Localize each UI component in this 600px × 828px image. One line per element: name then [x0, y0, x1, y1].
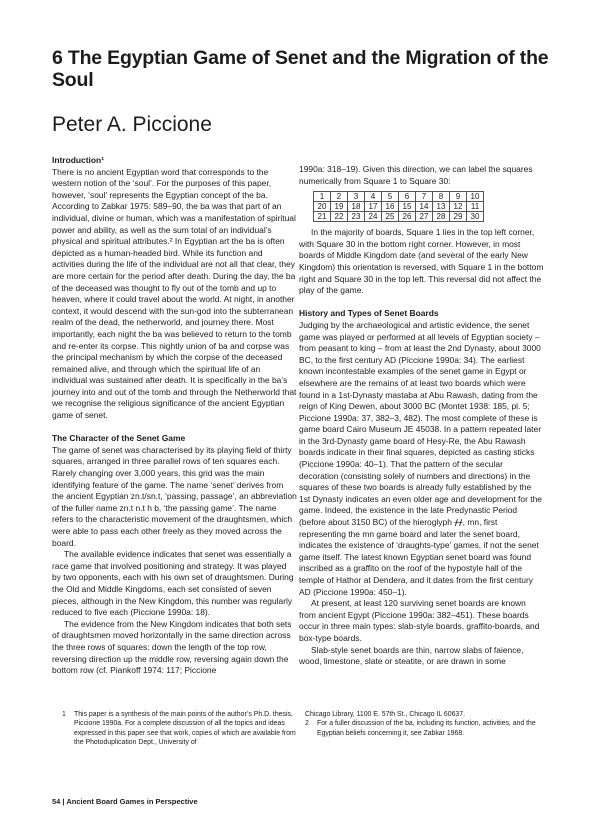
- right-column: [299, 164, 544, 668]
- senet-square: 22: [331, 212, 348, 222]
- footnote-number: 1: [62, 711, 66, 718]
- footnote-continuation: Chicago Library, 1100 E. 57th St., Chicago IL 60637.: [305, 711, 465, 718]
- section-heading-history: History and Types of Senet Boards: [299, 308, 439, 319]
- senet-square: 18: [348, 202, 365, 212]
- history-paragraph-2: At present, at least 120 surviving senet boards are known from ancient Egypt (Piccione 1990a: 382–451). These boards occur in three main types: slab-style boards, graffito-boards, and box-type boards.: [299, 598, 540, 643]
- paragraph-spacer: [52, 422, 297, 434]
- senet-square: 24: [365, 212, 382, 222]
- senet-square: 29: [450, 212, 467, 222]
- senet-row: [314, 212, 484, 222]
- section-heading: Introduction¹: [52, 155, 105, 165]
- senet-square-table: [313, 191, 484, 222]
- footnote-text: For a fuller discussion of the ba, including its function, activities, and the Egyptian beliefs concerning it, see Zabkar 1968.: [317, 720, 536, 737]
- senet-square: 15: [399, 202, 416, 212]
- body-paragraph: There is no ancient Egyptian word that corresponds to the western notion of the ‘soul’. For the purposes of this paper, however, ‘soul’ represents the Egyptian concept of the ba. According to Zabkar 1975: 589–90, the ba was that part of an individual, divine or human, which was a manifestation of spiritual power and ability, as well as the sum total of an individual’s physical and spiritual attributes.² In Egyptian art the ba is often depicted as a human-headed bird. While its function and activities during the life of the individual are not all that clear, they are more certain for the period after death. During the day, the ba of the deceased was thought to fly out of the tomb and up to heaven, where it could travel about the world. At night, in another context, it would descend with the sun-god into the subterranean realm of the dead, the netherworld, and journey there. Most importantly, each night the ba was believed to return to the tomb and re-enter its corpse. This nightly union of ba and corpse was the principal mechanism by which the corpse of the deceased remained alive, and through which the spiritual life of an individual was sustained after death. It is specifically in the ba’s journey into and out of the tomb and through the Netherworld that we recognise the religious significance of the ancient Egyptian game of senet.: [52, 166, 297, 421]
- senet-square: 9: [450, 192, 467, 202]
- senet-square: 5: [382, 192, 399, 202]
- page-footer: 54 | Ancient Board Games in Perspective: [52, 797, 198, 806]
- footnote-text: This paper is a synthesis of the main points of the author’s Ph.D. thesis, Piccione 1990a. For a complete discussion of all the topics and ideas expressed in this paper see that work, copies of which are available from the Photoduplication Dept., University of: [74, 711, 296, 747]
- grid-intro-paragraph: 1990a: 318–19). Given this direction, we can label the squares numerically from Square 1 to Square 30:: [299, 164, 533, 186]
- senet-square: 10: [467, 192, 484, 202]
- senet-row: [314, 192, 484, 202]
- author-name: Peter A. Piccione: [52, 113, 212, 136]
- senet-square: 16: [382, 202, 399, 212]
- footnote: [62, 710, 297, 748]
- senet-square: 30: [467, 212, 484, 222]
- senet-square: 13: [433, 202, 450, 212]
- senet-square: 14: [416, 202, 433, 212]
- senet-square: 8: [433, 192, 450, 202]
- senet-grid: [313, 191, 544, 222]
- senet-square: 3: [348, 192, 365, 202]
- left-column: [52, 155, 297, 677]
- senet-square: 17: [365, 202, 382, 212]
- footnote: [305, 719, 545, 738]
- footnotes-right: [305, 710, 545, 738]
- senet-square: 26: [399, 212, 416, 222]
- senet-square: 4: [365, 192, 382, 202]
- senet-square: 25: [382, 212, 399, 222]
- footnotes-left: [62, 710, 297, 748]
- body-paragraph: The evidence from the New Kingdom indicates that both sets of draughtsmen moved horizontally in the same direction across the three rows of squares: down the length of the top row, reversing direction up the middle row, reversing again down the bottom row (cf. Piankoff 1974: 117; Piccione: [52, 618, 292, 676]
- senet-square: 11: [467, 202, 484, 212]
- body-paragraph: The game of senet was characterised by its playing field of thirty squares, arranged in three parallel rows of ten squares each. Rarely changing over 3,000 years, this grid was the main identifying feature of the game. The name ‘senet’ derives from the ancient Egyptian zn.t/sn.t, ‘passing, passage’, an abbreviation of the fuller name zn.t n.t h b, ‘the passing game’. The name refers to the characteristic movement of the draughtsmen, which were able to pass each other freely as they moved across the board.: [52, 444, 297, 548]
- senet-square: 21: [314, 212, 331, 222]
- senet-square: 6: [399, 192, 416, 202]
- chapter-title: 6 The Egyptian Game of Senet and the Migration of the Soul: [52, 47, 549, 91]
- senet-row: [314, 202, 484, 212]
- orientation-paragraph: In the majority of boards, Square 1 lies in the top left corner, with Square 30 in the bottom right corner. However, in most boards of Middle Kingdom date (and several of the early New Kingdom) this orientation is reversed, with Square 1 in the bottom right and Square 30 in the top left. This reversal did not affect the play of the game.: [299, 227, 544, 296]
- senet-square: 27: [416, 212, 433, 222]
- senet-square: 12: [450, 202, 467, 212]
- history-paragraph-1: Judging by the archaeological and artistic evidence, the senet game was played or performed at all levels of Egyptian society – from peasant to king – from at least the 2nd Dynasty, about 3000 BC, to the first century AD (Piccione 1990a: 34). The earliest known incontestable examples of the senet game in Egypt or elsewhere are the remains of at least two boards which were found in a 1st-Dynasty mastaba at Abu Rawash, dating from the reign of King Dewen, about 3000 BC (Montet 1938: 185, pl. 5; Piccione 1990a: 37, 382–3, 482). The most complete of these is game board Cairo Museum JE 45038. In a pattern repeated later in the 3rd-Dynasty game board of Hesy-Re, the Abu Rawash boards indicate in their final squares, depicted as casting sticks (Piccione 1990a: 40–1). That the pattern of the secular decoration (consisting solely of numbers and directions) in the squares of these two boards is already fully established by the 1st Dynasty indicates an even older age and development for the game. Indeed, the existence in the late Predynastic Period (before about 3150 BC) of the hieroglyph ᚋᚋ, mn, first representing the mn game board and later the senet board, indicates the existence of ‘draughts-type’ games, if not the senet game itself. The latest known Egyptian senet board was found inscribed as a graffito on the roof of the hypostyle hall of the temple of Hathor at Dendera, and it dates from the first century AD (Piccione 1990a: 450–1).: [299, 319, 542, 597]
- footnote-number: 2: [305, 720, 309, 728]
- senet-square: 28: [433, 212, 450, 222]
- body-paragraph: The available evidence indicates that senet was essentially a race game that involved positioning and strategy. It was played by two opponents, each with his own set of draughtsmen. During the Old and Middle Kingdoms, each set consisted of seven pieces, although in the New Kingdom, this number was regularly reduced to five each (Piccione 1990a: 18).: [52, 549, 294, 618]
- history-paragraph-3: Slab-style senet boards are thin, narrow slabs of faience, wood, limestone, slate or steatite, or are drawn in some: [299, 644, 524, 667]
- senet-square: 23: [348, 212, 365, 222]
- senet-square: 2: [331, 192, 348, 202]
- senet-square: 19: [331, 202, 348, 212]
- senet-square: 1: [314, 192, 331, 202]
- section-heading: The Character of the Senet Game: [52, 433, 186, 444]
- senet-square: 7: [416, 192, 433, 202]
- senet-square: 20: [314, 202, 331, 212]
